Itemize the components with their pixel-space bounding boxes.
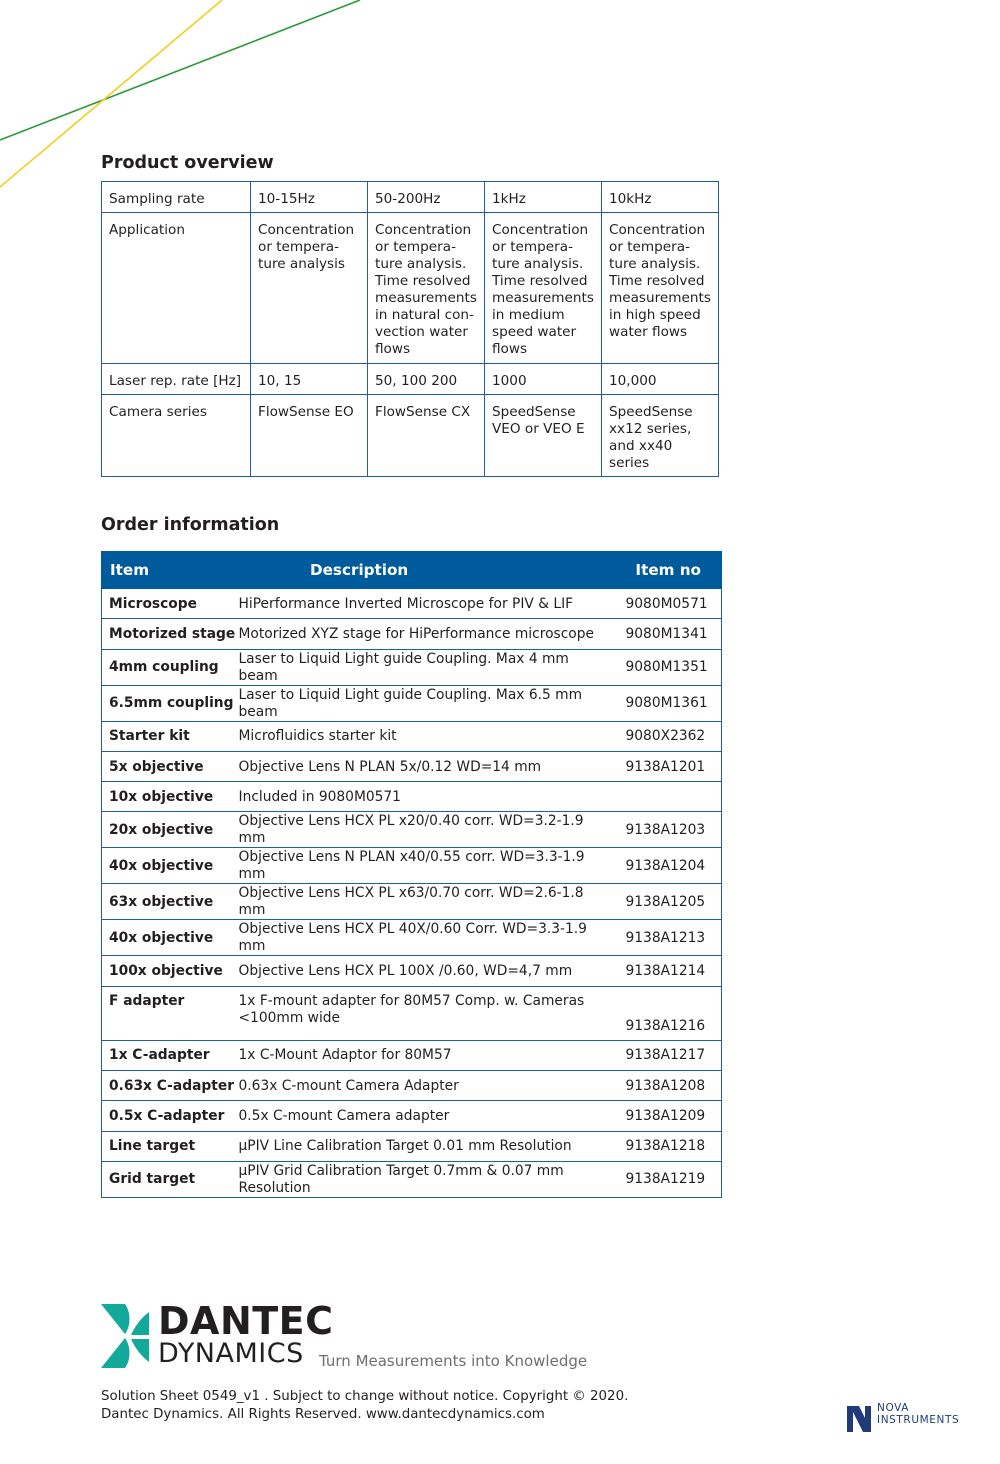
order-row xyxy=(102,1131,722,1161)
overview-row-application xyxy=(102,213,719,364)
order-row xyxy=(102,721,722,751)
overview-cell: 1kHz xyxy=(485,182,602,213)
overview-cell: 1000 xyxy=(485,364,602,395)
order-item-description: Microfluidics starter kit xyxy=(231,721,619,751)
order-item-description: 0.5x C-mount Camera adapter xyxy=(231,1101,619,1131)
order-row xyxy=(102,782,722,812)
order-item-description: Objective Lens HCX PL 100X /0.60, WD=4,7 mm xyxy=(231,956,619,986)
order-row xyxy=(102,1040,722,1070)
overview-cell: 10,000 xyxy=(602,364,719,395)
order-row xyxy=(102,1161,722,1197)
order-item-name: F adapter xyxy=(102,986,231,1040)
order-item-number: 9138A1217 xyxy=(619,1040,722,1070)
order-row xyxy=(102,751,722,781)
brand-tagline: Turn Measurements into Knowledge xyxy=(319,1352,588,1370)
footer-line: Dantec Dynamics. All Rights Reserved. www.dantecdynamics.com xyxy=(101,1407,545,1422)
order-row xyxy=(102,956,722,986)
partner-line: NOVA xyxy=(877,1402,910,1414)
order-item-name: Starter kit xyxy=(102,721,231,751)
overview-row-label: Application xyxy=(102,213,251,364)
order-item-description: 0.63x C-mount Camera Adapter xyxy=(231,1071,619,1101)
order-item-name: 6.5mm coupling xyxy=(102,685,231,721)
order-item-number: 9080X2362 xyxy=(619,721,722,751)
overview-row-camera-series xyxy=(102,395,719,477)
order-row xyxy=(102,589,722,619)
order-row xyxy=(102,848,722,884)
overview-heading: Product overview xyxy=(101,153,274,173)
overview-cell: FlowSense EO xyxy=(251,395,368,477)
overview-cell: Concentration or tempera- ture analysis. Time resolved measurements in medium speed water flows xyxy=(485,213,602,364)
overview-cell: SpeedSense xx12 series, and xx40 series xyxy=(602,395,719,477)
order-item-number: 9138A1205 xyxy=(619,884,722,920)
order-row xyxy=(102,685,722,721)
order-item-description: Included in 9080M0571 xyxy=(231,782,619,812)
order-item-description: Motorized XYZ stage for HiPerformance microscope xyxy=(231,619,619,649)
order-item-name: 20x objective xyxy=(102,812,231,848)
order-item-description: HiPerformance Inverted Microscope for PIV & LIF xyxy=(231,589,619,619)
order-item-number: 9138A1218 xyxy=(619,1131,722,1161)
order-item-name: 40x objective xyxy=(102,920,231,956)
order-item-name: 4mm coupling xyxy=(102,649,231,685)
order-item-description: Laser to Liquid Light guide Coupling. Max 6.5 mm beam xyxy=(231,685,619,721)
partner-name xyxy=(877,1402,959,1426)
order-item-description: μPIV Grid Calibration Target 0.7mm & 0.07 mm Resolution xyxy=(231,1161,619,1197)
order-row xyxy=(102,986,722,1040)
order-item-description: Objective Lens HCX PL x20/0.40 corr. WD=3.2-1.9 mm xyxy=(231,812,619,848)
order-item-number: 9138A1204 xyxy=(619,848,722,884)
order-item-number: 9138A1219 xyxy=(619,1161,722,1197)
order-item-name: Microscope xyxy=(102,589,231,619)
order-row xyxy=(102,619,722,649)
overview-cell: SpeedSense VEO or VEO E xyxy=(485,395,602,477)
overview-cell: 10-15Hz xyxy=(251,182,368,213)
order-row xyxy=(102,920,722,956)
order-row xyxy=(102,1071,722,1101)
order-item-description: μPIV Line Calibration Target 0.01 mm Resolution xyxy=(231,1131,619,1161)
order-item-name: 40x objective xyxy=(102,848,231,884)
overview-cell: Concentration or tempera- ture analysis. Time resolved measurements in natural con- vection water flows xyxy=(368,213,485,364)
order-item-description: Laser to Liquid Light guide Coupling. Max 4 mm beam xyxy=(231,649,619,685)
order-item-number: 9138A1203 xyxy=(619,812,722,848)
order-item-name: 100x objective xyxy=(102,956,231,986)
order-item-name: Line target xyxy=(102,1131,231,1161)
order-item-name: 10x objective xyxy=(102,782,231,812)
order-item-number: 9138A1213 xyxy=(619,920,722,956)
order-item-description: Objective Lens HCX PL 40X/0.60 Corr. WD=3.3-1.9 mm xyxy=(231,920,619,956)
footer-text xyxy=(101,1388,661,1424)
overview-cell: 10, 15 xyxy=(251,364,368,395)
order-item-name: 0.5x C-adapter xyxy=(102,1101,231,1131)
overview-row-label: Sampling rate xyxy=(102,182,251,213)
order-item-number: 9080M1351 xyxy=(619,649,722,685)
order-row xyxy=(102,1101,722,1131)
order-item-name: 0.63x C-adapter xyxy=(102,1071,231,1101)
overview-cell: 50, 100 200 xyxy=(368,364,485,395)
column-header-item: Item xyxy=(102,552,231,589)
brand-name-line1: DANTEC xyxy=(158,1299,334,1343)
order-item-description: Objective Lens N PLAN 5x/0.12 WD=14 mm xyxy=(231,751,619,781)
order-item-name: 63x objective xyxy=(102,884,231,920)
order-item-number: 9138A1216 xyxy=(619,986,722,1040)
overview-cell: Concentration or tempera- ture analysis. Time resolved measurements in high speed water flows xyxy=(602,213,719,364)
order-heading: Order information xyxy=(101,515,280,535)
overview-row-laser-rate xyxy=(102,364,719,395)
order-item-description: Objective Lens HCX PL x63/0.70 corr. WD=2.6-1.8 mm xyxy=(231,884,619,920)
overview-row-label: Camera series xyxy=(102,395,251,477)
order-item-number xyxy=(619,782,722,812)
order-item-name: 5x objective xyxy=(102,751,231,781)
order-item-name: Grid target xyxy=(102,1161,231,1197)
order-item-description: 1x F-mount adapter for 80M57 Comp. w. Cameras <100mm wide xyxy=(231,986,619,1040)
order-item-description: Objective Lens N PLAN x40/0.55 corr. WD=3.3-1.9 mm xyxy=(231,848,619,884)
overview-cell: FlowSense CX xyxy=(368,395,485,477)
overview-cell: Concentration or tempera- ture analysis xyxy=(251,213,368,364)
order-row xyxy=(102,884,722,920)
order-row xyxy=(102,812,722,848)
order-header-row xyxy=(102,552,722,589)
overview-row-label: Laser rep. rate [Hz] xyxy=(102,364,251,395)
partner-line: INSTRUMENTS xyxy=(877,1414,960,1426)
dantec-logo-icon xyxy=(101,1304,151,1370)
order-item-number: 9138A1214 xyxy=(619,956,722,986)
overview-table xyxy=(101,181,719,477)
overview-cell: 10kHz xyxy=(602,182,719,213)
order-item-number: 9138A1209 xyxy=(619,1101,722,1131)
column-header-item-no: Item no xyxy=(619,552,722,589)
order-item-number: 9080M0571 xyxy=(619,589,722,619)
column-header-description: Description xyxy=(231,552,619,589)
nova-instruments-logo-icon xyxy=(845,1404,875,1434)
order-item-number: 9080M1361 xyxy=(619,685,722,721)
order-table xyxy=(101,551,722,1198)
footer-line: Solution Sheet 0549_v1 . Subject to change without notice. Copyright © 2020. xyxy=(101,1389,629,1404)
order-row xyxy=(102,649,722,685)
order-item-number: 9080M1341 xyxy=(619,619,722,649)
order-item-number: 9138A1208 xyxy=(619,1071,722,1101)
order-item-name: 1x C-adapter xyxy=(102,1040,231,1070)
order-item-number: 9138A1201 xyxy=(619,751,722,781)
order-item-description: 1x C-Mount Adaptor for 80M57 xyxy=(231,1040,619,1070)
brand-name-line2: DYNAMICS xyxy=(158,1338,304,1369)
overview-row-sampling-rate xyxy=(102,182,719,213)
order-item-name: Motorized stage xyxy=(102,619,231,649)
overview-cell: 50-200Hz xyxy=(368,182,485,213)
